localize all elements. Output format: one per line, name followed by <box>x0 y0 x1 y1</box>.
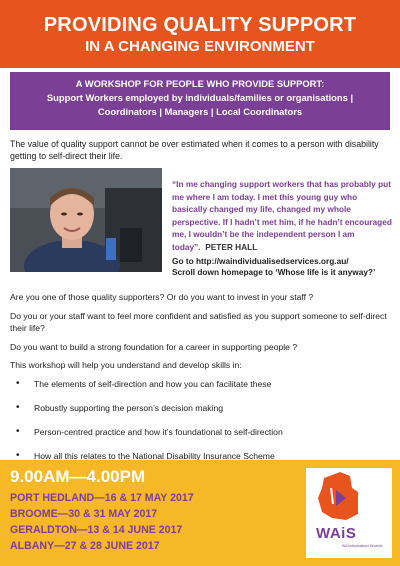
workshop-dates <box>10 490 290 554</box>
person-photo <box>10 168 162 272</box>
wais-logo <box>306 468 392 558</box>
date-location-4: ALBANY—27 & 28 JUNE 2017 <box>10 540 160 552</box>
date-location-2: BROOME—30 & 31 MAY 2017 <box>10 508 158 520</box>
workshop-description <box>10 291 390 474</box>
skills-list <box>10 378 390 463</box>
wa-map-icon <box>306 468 392 528</box>
audience-banner <box>10 72 390 130</box>
workshop-time: 9.00AM—4.00PM <box>10 467 146 486</box>
audience-line1: A WORKSHOP FOR PEOPLE WHO PROVIDE SUPPORT: <box>75 78 325 89</box>
audience-line2: Support Workers employed by individuals/families or organisations | <box>46 92 354 103</box>
title-line2: IN A CHANGING ENVIRONMENT <box>85 38 315 55</box>
audience-line3: Coordinators | Managers | Local Coordinators <box>97 106 303 117</box>
date-location-3: GERALDTON—13 & 14 JUNE 2017 <box>10 524 183 536</box>
testimonial-quote <box>172 178 394 254</box>
title-line1: PROVIDING QUALITY SUPPORT <box>43 14 357 36</box>
quote-text: “In me changing support workers that has probably put me where I am today. I met this young guy who basically changed my life, changed my whole perspective. If I hadn’t met him, if he hadn’t encouraged me, I wouldn’t be the independent person I am today”. <box>172 179 392 252</box>
intro-paragraph: The value of quality support cannot be over estimated when it comes to a person with disability getting to self-direct their life. <box>10 139 379 161</box>
website-instruction: Scroll down homepage to ‘Whose life is it anyway?’ <box>172 267 376 277</box>
question-1: Are you one of those quality supporters? Or do you want to invest in your staff ? <box>10 292 314 302</box>
date-location-1: PORT HEDLAND—16 & 17 MAY 2017 <box>10 492 194 504</box>
list-item: • How all this relates to the National Disability Insurance Scheme <box>10 450 390 463</box>
question-2: Do you or your staff want to feel more confident and satisfied as you support someone to self-direct their life? <box>10 310 387 333</box>
question-3: Do you want to build a strong foundation for a career in supporting people ? <box>10 341 298 352</box>
list-item: • Robustly supporting the person’s decision making <box>10 402 390 415</box>
logo-text: WAiS <box>316 525 357 542</box>
list-item: • Person-centred practice and how it’s foundational to self-direction <box>10 426 390 439</box>
quote-author: PETER HALL <box>205 241 258 252</box>
logo-subtext: WA Individualised Services <box>342 544 383 548</box>
person-photo-icon <box>10 168 162 272</box>
list-item: • The elements of self-direction and how you can facilitate these <box>10 378 390 391</box>
website-link-info <box>172 256 394 278</box>
skills-intro: This workshop will help you understand and develop skills in: <box>10 360 242 370</box>
website-link[interactable]: Go to http://waindividualisedservices.org.au/ <box>172 256 349 266</box>
title-banner <box>0 0 400 68</box>
